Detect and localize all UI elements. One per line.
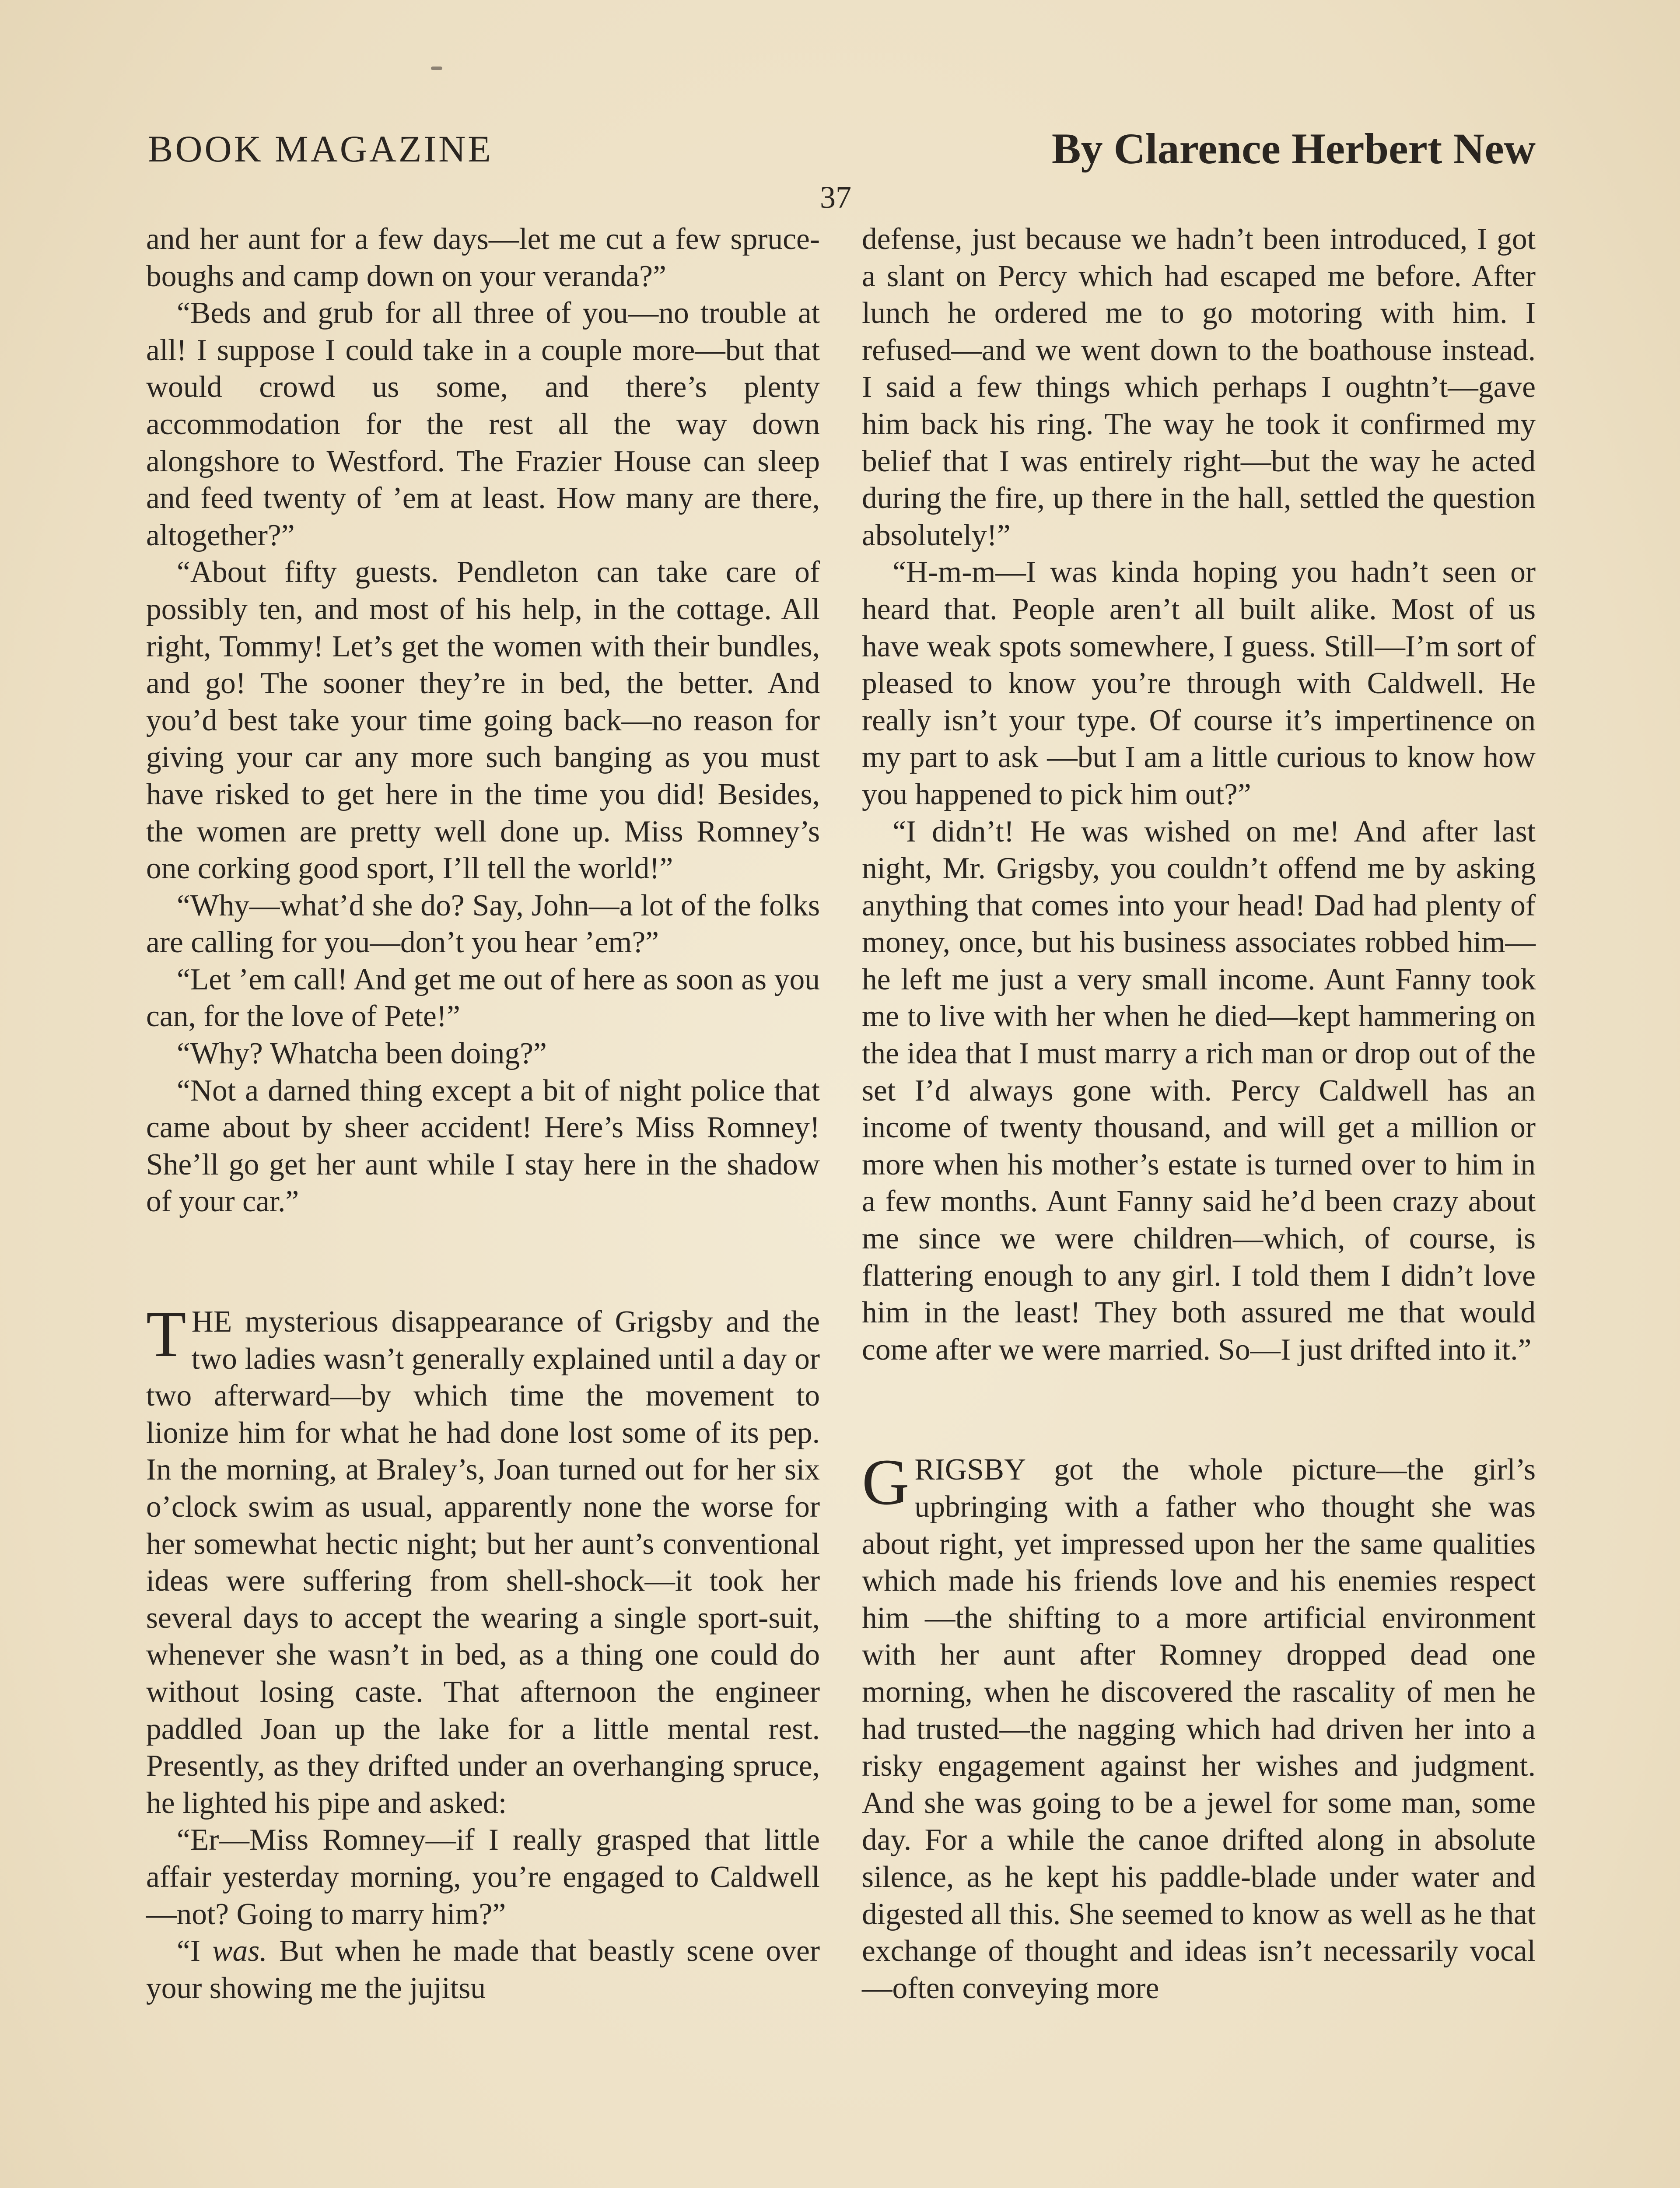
paragraph: defense, just because we hadn’t been introduced, I got a slant on Percy which had escaped me before. After lunch he ordered me to go motoring with him. I refused—and we went down to the boathouse instead. I said a few things which perhaps I oughtn’t—gave him back his ring. The way he took it confirmed my belief that I was entirely right—but the way he acted during the fire, up there in the hall, settled the question absolutely!” bbox=[862, 222, 1536, 552]
drop-cap: T bbox=[146, 1298, 186, 1371]
publication-name: BOOK MAGAZINE bbox=[148, 128, 493, 170]
paragraph: “H-m-m—I was kinda hoping you hadn’t seen or heard that. People aren’t all built alike. Most of us have weak spots somewhere, I guess. Still—I’m sort of pleased to know you’re through with Caldwell. He really isn’t your type. Of course it’s impertinence on my part to ask —but I am a little curious to know how you happened to pick him out?” bbox=[862, 555, 1536, 811]
page-number: 37 bbox=[820, 180, 851, 215]
section-opening-paragraph bbox=[146, 1298, 820, 1822]
paragraph: “I didn’t! He was wished on me! And after last night, Mr. Grigsby, you couldn’t offend me by asking anything that comes into your head! Dad had plenty of money, once, but his business associates robbed him—he left me just a very small income. Aunt Fanny took me to live with her when he died—kept hammering on the idea that I must marry a rich man or drop out of the set I’d always gone with. Percy Caldwell has an income of twenty thousand, and will get a million or more when his mother’s estate is turned over to him in a few months. Aunt Fanny said he’d been crazy about me since we were children—which, of course, is flattering enough to any girl. I told them I didn’t love him in the least! They both assured me that would come after we were married. So—I just drifted into it.” bbox=[862, 814, 1536, 1367]
paragraph: “Let ’em call! And get me out of here as soon as you can, for the love of Pete!” bbox=[146, 962, 820, 1034]
paragraph: “Not a darned thing except a bit of night police that came about by sheer accident! Here’s Miss Romney! She’ll go get her aunt while I stay here in the shadow of your car.” bbox=[146, 1073, 820, 1219]
drop-cap: G bbox=[862, 1446, 910, 1519]
paragraph: “Why? Whatcha been doing?” bbox=[177, 1037, 547, 1071]
text-run: But when he made that beastly scene over your showing me the jujitsu bbox=[146, 1934, 820, 2005]
paragraph: “Beds and grub for all three of you—no trouble at all! I suppose I could take in a couple more—but that would crowd us some, and there’s plenty accommodation for the rest all the way down alongshore to Westford. The Frazier House can sleep and feed twenty of ’em at least. How many are there, altogether?” bbox=[146, 296, 820, 552]
section-opening-text: RIGSBY got the whole picture—the girl’s upbringing with a father who thought she was about right, yet impressed upon her the same qualities which made his friends love and his enemies respect him —the shifting to a more artificial environment with her aunt after Romney dropped dead one morning, when he discovered the rascality of men he had trusted—the nagging which had driven her into a risky engagement against her wishes and judgment. And she was going to be a jewel for some man, some day. For a while the canoe drifted along in absolute silence, as he kept his paddle-blade under water and digested all this. She seemed to know as well as he that exchange of thought and ideas isn’t necessarily vocal—often conveying more bbox=[862, 1453, 1536, 2005]
section-opening-paragraph bbox=[862, 1446, 1536, 2007]
paragraph: and her aunt for a few days—let me cut a few spruce-boughs and camp down on your veranda?” bbox=[146, 222, 820, 293]
left-column bbox=[146, 221, 820, 2007]
text-run: “I bbox=[177, 1934, 213, 1968]
paragraph: “Er—Miss Romney—if I really grasped that little affair yesterday morning, you’re engaged to Caldwell—not? Going to marry him?” bbox=[146, 1823, 820, 1931]
section-break bbox=[862, 1368, 1536, 1452]
paragraph bbox=[146, 1933, 820, 2007]
author-byline: By Clarence Herbert New bbox=[1051, 124, 1536, 173]
paragraph: “About fifty guests. Pendleton can take care of possibly ten, and most of his help, in the cottage. All right, Tommy! Let’s get the women with their bundles, and go! The sooner they’re in bed, the better. And you’d best take your time going back—no reason for giving your car any more such banging as you must have risked to get here in the time you did! Besides, the women are pretty well done up. Miss Romney’s one corking good sport, I’ll tell the world!” bbox=[146, 555, 820, 886]
section-opening-text: HE mysterious disappearance of Grigsby and the two ladies wasn’t generally explained until a day or two afterward—by which time the movement to lionize him for what he had done lost some of its pep. In the morning, at Braley’s, Joan turned out for her six o’clock swim as usual, apparently none the worse for her somewhat hectic night; but her aunt’s conventional ideas were suffering from shell-shock—it took her several days to accept the wearing a single sport-suit, whenever she wasn’t in bed, as a thing one could do without losing caste. That afternoon the engineer paddled Joan up the lake for a little mental rest. Presently, as they drifted under an overhanging spruce, he lighted his pipe and asked: bbox=[146, 1305, 820, 1820]
paragraph: “Why—what’d she do? Say, John—a lot of the folks are calling for you—don’t you hear ’em?” bbox=[146, 888, 820, 960]
right-column bbox=[862, 221, 1536, 2007]
italic-text: was. bbox=[212, 1934, 267, 1968]
section-break bbox=[146, 1220, 820, 1304]
paper-speck bbox=[431, 67, 442, 70]
